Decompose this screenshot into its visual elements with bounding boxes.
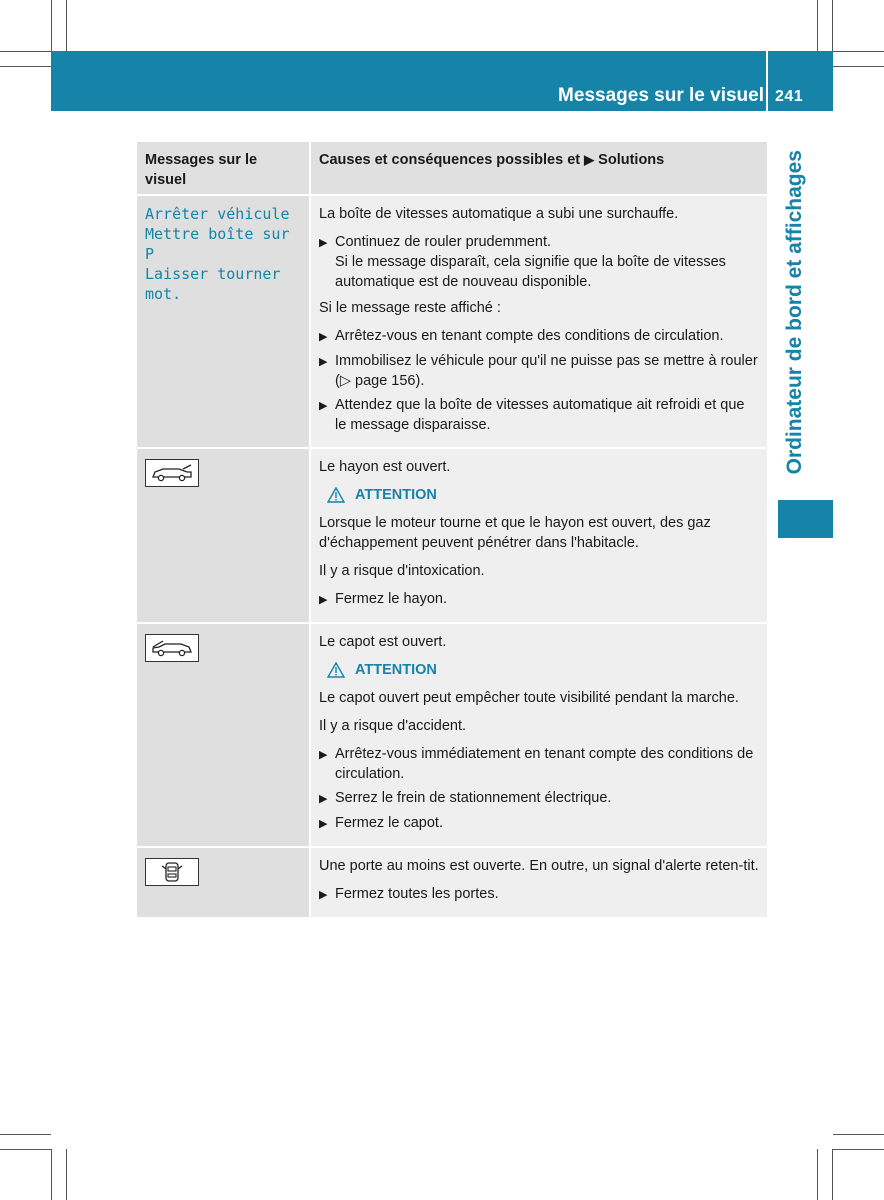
- solution-item: [319, 232, 759, 292]
- solution-item: [319, 744, 759, 784]
- table-row: [137, 623, 767, 847]
- warning-triangle-icon: [327, 487, 345, 503]
- bullet-arrow-icon: ▶: [319, 331, 328, 343]
- risk-text: Il y a risque d'accident.: [319, 718, 467, 734]
- solution-text: Arrêtez-vous en tenant compte des conditions de circulation.: [335, 328, 724, 344]
- cause-cell: [310, 847, 767, 917]
- warning-heading: [327, 660, 759, 680]
- crop-mark: [0, 51, 51, 52]
- hood-open-icon: [145, 634, 199, 662]
- crop-mark: [51, 0, 52, 51]
- crop-mark: [833, 1149, 884, 1150]
- bullet-arrow-icon: ▶: [319, 594, 328, 606]
- bullet-arrow-icon: ▶: [319, 356, 328, 368]
- crop-mark: [832, 1149, 833, 1200]
- door-open-icon: [145, 858, 199, 886]
- solution-text: Continuez de rouler prudemment.: [335, 234, 552, 250]
- crop-mark: [0, 1134, 51, 1135]
- warning-text: Lorsque le moteur tourne et que le hayon est ouvert, des gaz d'échappement peuvent pénétrer dans l'habitacle.: [319, 515, 711, 551]
- solution-text: Immobilisez le véhicule pour qu'il ne puisse pas se mettre à rouler (▷ page 156).: [335, 353, 758, 389]
- solution-item: [319, 813, 759, 834]
- page-title: Messages sur le visuel: [558, 85, 764, 106]
- solution-item: [319, 884, 759, 905]
- crop-mark: [817, 0, 818, 51]
- bullet-arrow-icon: ▶: [319, 793, 328, 805]
- column-header-causes-text: Causes et conséquences possibles et: [319, 152, 581, 168]
- bullet-arrow-icon: ▶: [319, 400, 328, 412]
- crop-mark: [833, 66, 884, 67]
- solution-text: Arrêtez-vous immédiatement en tenant compte des conditions de circulation.: [335, 746, 754, 782]
- bullet-arrow-icon: ▶: [319, 818, 328, 830]
- display-message-text: Arrêter véhicule Mettre boîte sur P Laisser tourner mot.: [145, 205, 290, 303]
- table-row: [137, 195, 767, 448]
- solution-text: Fermez le hayon.: [335, 591, 448, 607]
- bullet-arrow-icon: ▶: [319, 889, 328, 901]
- section-title: [778, 150, 812, 490]
- display-icon-cell: [137, 847, 310, 917]
- solution-item: [319, 395, 759, 435]
- crop-mark: [66, 0, 67, 51]
- display-icon-cell: [137, 448, 310, 623]
- warning-label: ATTENTION: [355, 662, 437, 678]
- solution-item: [319, 351, 759, 391]
- table-row: [137, 847, 767, 917]
- header-separator: [766, 51, 768, 111]
- crop-mark: [66, 1149, 67, 1200]
- messages-table: [137, 142, 767, 917]
- display-message-cell: [137, 195, 310, 448]
- bullet-arrow-icon: ▶: [319, 237, 328, 249]
- note-text: Si le message reste affiché :: [319, 300, 501, 316]
- table-header-row: [137, 142, 767, 195]
- page-number: 241: [775, 88, 804, 105]
- crop-mark: [0, 1149, 51, 1150]
- solution-detail: Si le message disparaît, cela signifie que la boîte de vitesses automatique est de nouveau disponible.: [335, 254, 726, 290]
- solution-text: Fermez toutes les portes.: [335, 886, 499, 902]
- section-title-text: Ordinateur de bord et affichages: [783, 150, 806, 475]
- solutions-arrow-icon: ▶: [584, 152, 595, 167]
- warning-text: Le capot ouvert peut empêcher toute visibilité pendant la marche.: [319, 690, 739, 706]
- crop-mark: [833, 1134, 884, 1135]
- cause-text: Le hayon est ouvert.: [319, 459, 451, 475]
- cause-cell: [310, 448, 767, 623]
- cause-cell: [310, 195, 767, 448]
- cause-text: Le capot est ouvert.: [319, 634, 447, 650]
- column-header-messages: Messages sur le visuel: [137, 142, 310, 195]
- cause-text: Une porte au moins est ouverte. En outre, un signal d'alerte reten-tit.: [319, 858, 759, 874]
- crop-mark: [832, 0, 833, 51]
- solution-text: Attendez que la boîte de vitesses automatique ait refroidi et que le message disparaisse.: [335, 397, 745, 433]
- tailgate-open-icon: [145, 459, 199, 487]
- bullet-arrow-icon: ▶: [319, 749, 328, 761]
- crop-mark: [0, 66, 51, 67]
- solution-item: [319, 788, 759, 809]
- column-header-causes: [310, 142, 767, 195]
- cause-cell: [310, 623, 767, 847]
- column-header-solutions-text: Solutions: [598, 152, 665, 168]
- warning-triangle-icon: [327, 662, 345, 678]
- crop-mark: [833, 51, 884, 52]
- risk-text: Il y a risque d'intoxication.: [319, 563, 485, 579]
- warning-heading: [327, 485, 759, 505]
- solution-text: Serrez le frein de stationnement électrique.: [335, 790, 612, 806]
- warning-label: ATTENTION: [355, 487, 437, 503]
- section-tab: [778, 500, 833, 538]
- cause-text: La boîte de vitesses automatique a subi une surchauffe.: [319, 206, 679, 222]
- crop-mark: [817, 1149, 818, 1200]
- crop-mark: [51, 1149, 52, 1200]
- display-icon-cell: [137, 623, 310, 847]
- solution-text: Fermez le capot.: [335, 815, 443, 831]
- solution-item: [319, 326, 759, 347]
- table-row: [137, 448, 767, 623]
- solution-item: [319, 589, 759, 610]
